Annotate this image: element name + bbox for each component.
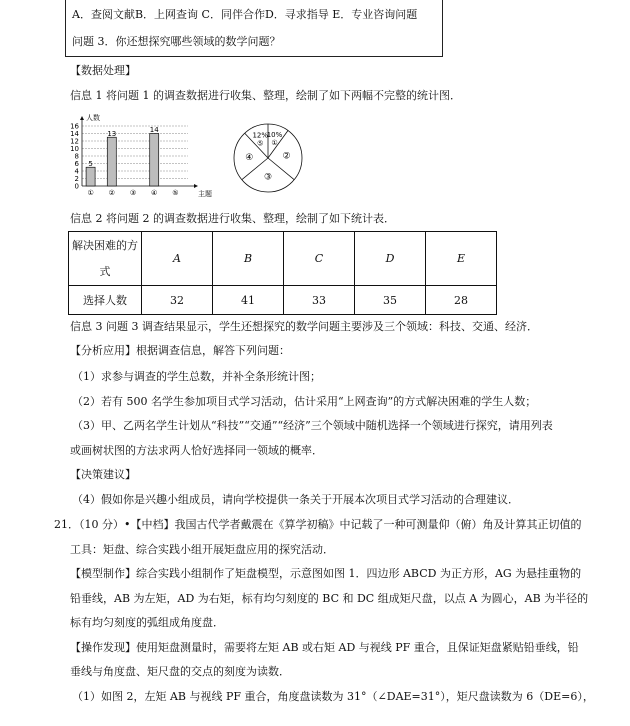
pie-percent-label: 12% — [252, 131, 269, 140]
bar-chart-axes — [80, 116, 198, 188]
survey-table — [68, 231, 497, 315]
bar-y-tick: 14 — [70, 130, 79, 138]
pie-slice-label: ② — [282, 151, 291, 162]
bar-data-label: 13 — [107, 129, 117, 138]
analysis-heading: 【分析应用】根据调查信息，解答下列问题： — [70, 344, 290, 357]
decision-heading: 【决策建议】 — [70, 468, 136, 481]
pie-percent-label: 10% — [266, 130, 283, 139]
section-data-heading: 【数据处理】 — [70, 64, 136, 77]
model-line-1: 【模型制作】综合实践小组制作了矩盘模型，示意图如图 1．四边形 ABCD 为正方形，AG 为悬挂重物的 — [70, 567, 582, 580]
question-2: （2）若有 500 名学生参加项目式学习活动，估计采用“上网查询”的方式解决困难的学生人数； — [72, 395, 537, 408]
question-3: 问题 3．你还想探究哪些领域的数学问题？ — [72, 35, 281, 48]
bar-y-label: 人数 — [86, 114, 100, 122]
table-cell-b: 41 — [213, 286, 284, 315]
problem-21-line-1: 21．（10 分）•【中档】我国古代学者戴震在《算学初稿》中记载了一种可测量仰（俯）角及计算其正切值的 — [54, 518, 582, 531]
model-line-2: 铅垂线，AB 为左矩，AD 为右矩，标有均匀刻度的 BC 和 DC 组成矩尺盘，以点 A 为圆心，AB 为半径的 — [70, 592, 589, 605]
table-header-label-2: 式 — [99, 264, 111, 278]
table-cell-e: 28 — [426, 286, 497, 315]
last-line: （1）如图 2，左矩 AB 与视线 PF 重合，角度盘读数为 31°（∠DAE=31°），矩尺盘读数为 6（DE=6）， — [72, 690, 594, 703]
bar-y-tick: 4 — [74, 167, 79, 176]
info-3: 信息 3 问题 3 调查结果显示，学生还想探究的数学问题主要涉及三个领域：科技、交通、经济． — [70, 320, 538, 333]
info-1: 信息 1 将问题 1 的调查数据进行收集、整理，绘制了如下两幅不完整的统计图． — [70, 89, 461, 102]
bar-x-tick: ④ — [151, 189, 158, 197]
bar-y-tick: 12 — [70, 137, 79, 146]
table-header-row — [69, 232, 497, 286]
operation-line-1: 【操作发现】使用矩盘测量时，需要将左矩 AB 或右矩 AD 与视线 PF 重合，且保证矩盘紧贴铅垂线，铅 — [70, 641, 579, 654]
bar-x-arrow — [194, 184, 198, 188]
question-3-line-2: 或画树状图的方法求两人恰好选择同一领域的概率． — [70, 444, 323, 457]
question-4: （4）假如你是兴趣小组成员，请向学校提供一条关于开展本次项目式学习活动的合理建议． — [72, 493, 519, 506]
bar-x-label: 主题 — [198, 190, 212, 198]
model-line-3: 标有均匀刻度的弧组成角度盘． — [70, 616, 224, 629]
column-header-e: E — [426, 232, 497, 286]
bar-chart — [64, 110, 212, 205]
table-cell-c: 33 — [284, 286, 355, 315]
column-header-c: C — [284, 232, 355, 286]
bar-y-tick: 0 — [74, 182, 79, 191]
pie-slice-label: ③ — [263, 172, 273, 183]
bar — [107, 137, 116, 186]
bar-y-tick: 8 — [74, 152, 79, 161]
problem-21-line-2: 工具：矩盘、综合实践小组开展矩盘应用的探究活动． — [70, 543, 334, 556]
bar-data-label: 5 — [88, 159, 93, 168]
question-3-line-1: （3）甲、乙两名学生计划从“科技”“交通”“经济”三个领域中随机选择一个领域进行探究，请用列表 — [72, 419, 553, 432]
pie-slice-label: ① — [271, 138, 278, 147]
bar-y-arrow — [80, 116, 84, 120]
bar-data-label: 14 — [149, 126, 159, 134]
bar-chart-grid — [82, 126, 188, 179]
bar-x-tick: ③ — [129, 189, 137, 197]
bar-y-tick: 2 — [74, 175, 79, 183]
table-cell-a: 32 — [142, 286, 213, 315]
pie-chart — [228, 118, 308, 198]
pie-slice-label: ⑤ — [257, 139, 264, 148]
column-header-d: D — [355, 232, 426, 286]
bar-y-tick: 16 — [70, 122, 79, 131]
bar-x-tick: ① — [87, 189, 94, 197]
table-header-label-1: 解决困难的方 — [72, 238, 138, 252]
bar-y-tick: 10 — [70, 145, 79, 153]
bar — [86, 167, 95, 186]
table-header-label — [69, 232, 142, 286]
info-2: 信息 2 将问题 2 的调查数据进行收集、整理，绘制了如下统计表． — [70, 212, 395, 225]
question-1: （1）求参与调查的学生总数，并补全条形统计图； — [72, 370, 321, 383]
bar-chart-bars — [86, 134, 159, 187]
bar-x-tick: ⑤ — [172, 189, 179, 197]
pie-slice-label: ④ — [245, 152, 254, 163]
column-header-a: A — [142, 232, 213, 286]
column-header-b: B — [213, 232, 284, 286]
bar — [150, 134, 159, 187]
table-row-label: 选择人数 — [69, 286, 142, 315]
table-cell-d: 35 — [355, 286, 426, 315]
bar-y-tick: 6 — [74, 160, 79, 168]
table-row — [69, 286, 497, 315]
operation-line-2: 垂线与角度盘、矩尺盘的交点的刻度为读数． — [70, 665, 290, 678]
options-line: A．查阅文献B．上网查询 C．同伴合作D．寻求指导 E．专业咨询问题 — [72, 8, 418, 21]
question-box — [65, 0, 443, 57]
bar-x-tick: ② — [108, 189, 115, 197]
